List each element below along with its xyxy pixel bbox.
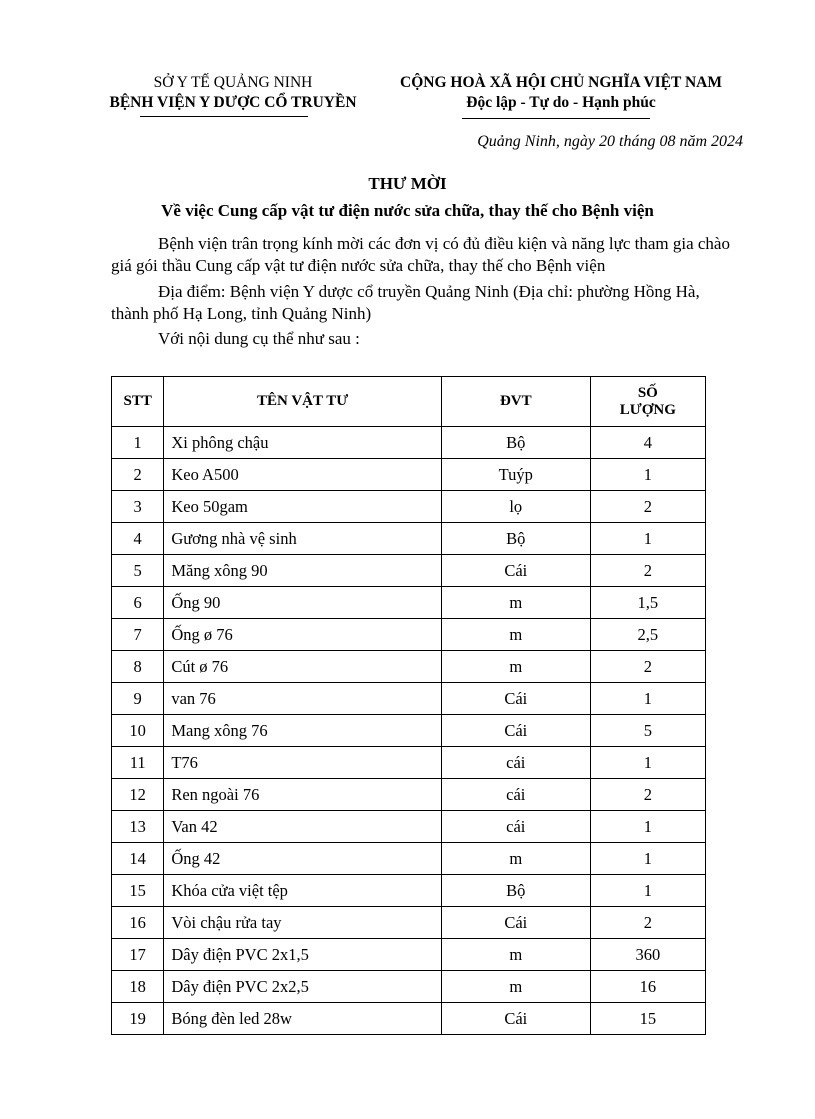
cell-name: Gương nhà vệ sinh <box>164 523 442 555</box>
table-row <box>112 1003 706 1035</box>
paragraph-content-lead-text: Với nội dung cụ thể như sau : <box>158 329 360 348</box>
table-row <box>112 843 706 875</box>
cell-name: Van 42 <box>164 811 442 843</box>
cell-unit: cái <box>441 779 590 811</box>
header-qty <box>590 377 705 427</box>
cell-stt: 8 <box>112 651 164 683</box>
cell-unit: Bộ <box>441 523 590 555</box>
cell-name: Keo 50gam <box>164 491 442 523</box>
cell-stt: 14 <box>112 843 164 875</box>
table-header-row <box>112 377 706 427</box>
ministry-name: SỞ Y TẾ QUẢNG NINH <box>153 74 313 91</box>
cell-name: Xi phông chậu <box>164 427 442 459</box>
paragraph-location-text: Địa điểm: Bệnh viện Y dược cổ truyền Quảng Ninh (Địa chỉ: phường Hồng Hà, thành phố Hạ Long, tỉnh Quảng Ninh) <box>111 282 700 323</box>
table-row <box>112 811 706 843</box>
table-row <box>112 427 706 459</box>
cell-name: Măng xông 90 <box>164 555 442 587</box>
table-row <box>112 971 706 1003</box>
document-title: THƯ MỜI <box>368 174 447 193</box>
table-row <box>112 459 706 491</box>
header-right <box>372 73 750 113</box>
cell-qty: 2,5 <box>590 619 705 651</box>
cell-name: Ống 42 <box>164 843 442 875</box>
header-name: TÊN VẬT TƯ <box>164 377 442 427</box>
table-row <box>112 747 706 779</box>
table-row <box>112 907 706 939</box>
cell-unit: m <box>441 587 590 619</box>
cell-unit: Cái <box>441 683 590 715</box>
hospital-name: BỆNH VIỆN Y DƯỢC CỔ TRUYỀN <box>109 94 357 111</box>
header-left <box>104 73 362 113</box>
table-row <box>112 875 706 907</box>
cell-qty: 2 <box>590 555 705 587</box>
cell-qty: 2 <box>590 907 705 939</box>
cell-unit: Cái <box>441 715 590 747</box>
paragraph-intro-text: Bệnh viện trân trọng kính mời các đơn vị có đủ điều kiện và năng lực tham gia chào giá gói thầu Cung cấp vật tư điện nước sửa chữa, thay thế cho Bệnh viện <box>111 234 730 275</box>
cell-qty: 4 <box>590 427 705 459</box>
cell-qty: 1 <box>590 459 705 491</box>
table-row <box>112 939 706 971</box>
cell-unit: cái <box>441 811 590 843</box>
cell-unit: m <box>441 971 590 1003</box>
cell-unit: Cái <box>441 907 590 939</box>
cell-qty: 2 <box>590 651 705 683</box>
cell-qty: 1 <box>590 747 705 779</box>
cell-stt: 16 <box>112 907 164 939</box>
cell-qty: 1 <box>590 875 705 907</box>
cell-qty: 1 <box>590 811 705 843</box>
cell-qty: 360 <box>590 939 705 971</box>
table-row <box>112 683 706 715</box>
cell-stt: 3 <box>112 491 164 523</box>
cell-stt: 6 <box>112 587 164 619</box>
cell-qty: 15 <box>590 1003 705 1035</box>
cell-stt: 7 <box>112 619 164 651</box>
cell-unit: Bộ <box>441 875 590 907</box>
cell-qty: 1 <box>590 843 705 875</box>
cell-qty: 1 <box>590 523 705 555</box>
cell-stt: 15 <box>112 875 164 907</box>
cell-qty: 16 <box>590 971 705 1003</box>
cell-name: van 76 <box>164 683 442 715</box>
cell-unit: Cái <box>441 555 590 587</box>
cell-name: Ống 90 <box>164 587 442 619</box>
cell-stt: 19 <box>112 1003 164 1035</box>
country-name: CỘNG HOÀ XÃ HỘI CHỦ NGHĨA VIỆT NAM <box>400 74 722 91</box>
table-row <box>112 619 706 651</box>
cell-stt: 11 <box>112 747 164 779</box>
cell-unit: cái <box>441 747 590 779</box>
cell-unit: lọ <box>441 491 590 523</box>
cell-unit: m <box>441 939 590 971</box>
national-motto: Độc lập - Tự do - Hạnh phúc <box>466 94 656 111</box>
cell-unit: Cái <box>441 1003 590 1035</box>
cell-name: Cút ø 76 <box>164 651 442 683</box>
cell-stt: 18 <box>112 971 164 1003</box>
document-subtitle: Về việc Cung cấp vật tư điện nước sửa chữa, thay thế cho Bệnh viện <box>161 201 654 220</box>
cell-name: Mang xông 76 <box>164 715 442 747</box>
cell-stt: 17 <box>112 939 164 971</box>
dateline: Quảng Ninh, ngày 20 tháng 08 năm 2024 <box>477 133 743 150</box>
cell-name: Dây điện PVC 2x2,5 <box>164 971 442 1003</box>
cell-name: T76 <box>164 747 442 779</box>
cell-unit: Bộ <box>441 427 590 459</box>
cell-name: Khóa cửa việt tệp <box>164 875 442 907</box>
table-row <box>112 587 706 619</box>
header-qty-line2: LƯỢNG <box>619 401 676 418</box>
paragraph-location <box>111 281 741 325</box>
supplies-table <box>111 376 706 1035</box>
cell-stt: 13 <box>112 811 164 843</box>
header-qty-line1: SỐ <box>637 384 658 401</box>
table-row <box>112 651 706 683</box>
paragraph-content-lead <box>111 328 741 350</box>
cell-stt: 5 <box>112 555 164 587</box>
cell-qty: 5 <box>590 715 705 747</box>
cell-qty: 1 <box>590 683 705 715</box>
table-row <box>112 779 706 811</box>
cell-name: Ống ø 76 <box>164 619 442 651</box>
table-row <box>112 491 706 523</box>
cell-name: Dây điện PVC 2x1,5 <box>164 939 442 971</box>
cell-unit: m <box>441 843 590 875</box>
cell-name: Keo A500 <box>164 459 442 491</box>
header-right-underline <box>462 118 650 119</box>
cell-qty: 2 <box>590 491 705 523</box>
cell-unit: Tuýp <box>441 459 590 491</box>
cell-stt: 9 <box>112 683 164 715</box>
cell-qty: 2 <box>590 779 705 811</box>
cell-stt: 2 <box>112 459 164 491</box>
header-left-underline <box>140 116 308 117</box>
header-stt: STT <box>112 377 164 427</box>
paragraph-intro <box>111 233 741 277</box>
cell-name: Bóng đèn led 28w <box>164 1003 442 1035</box>
cell-qty: 1,5 <box>590 587 705 619</box>
cell-name: Vòi chậu rửa tay <box>164 907 442 939</box>
cell-stt: 10 <box>112 715 164 747</box>
cell-name: Ren ngoài 76 <box>164 779 442 811</box>
header-unit: ĐVT <box>441 377 590 427</box>
cell-stt: 4 <box>112 523 164 555</box>
cell-unit: m <box>441 619 590 651</box>
table-row <box>112 555 706 587</box>
table-row <box>112 523 706 555</box>
cell-unit: m <box>441 651 590 683</box>
cell-stt: 1 <box>112 427 164 459</box>
table-row <box>112 715 706 747</box>
cell-stt: 12 <box>112 779 164 811</box>
